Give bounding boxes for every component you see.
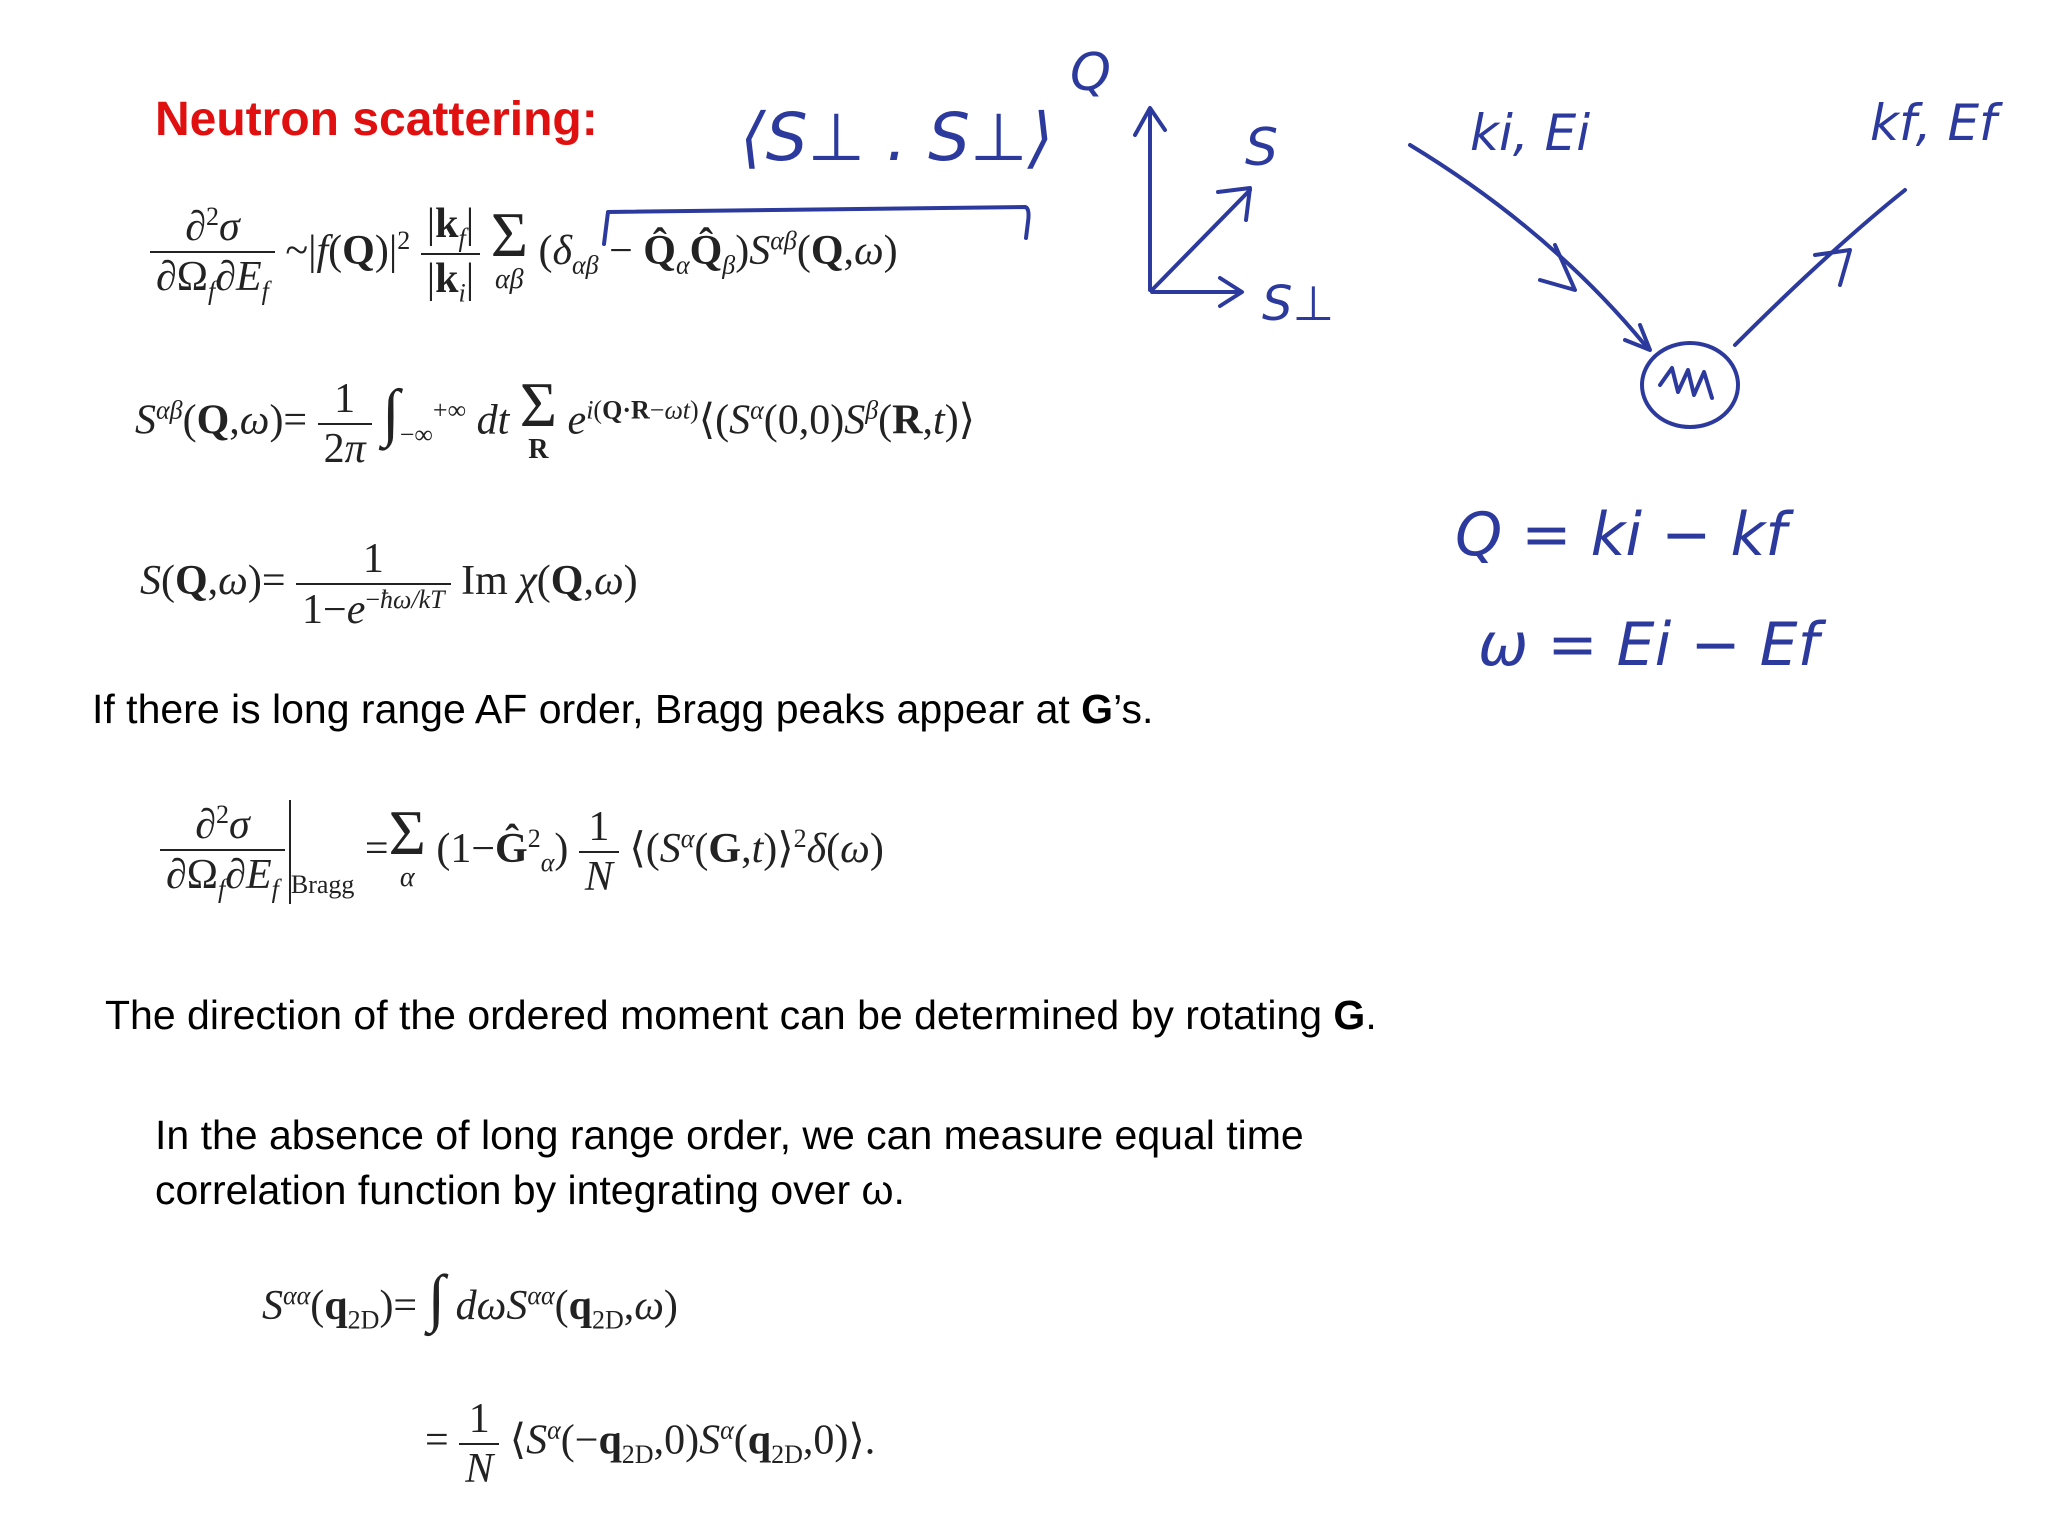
equal-time-equation-1: $S^{\alpha\alpha}(q_{2D})=$ ∫ $d\omega S^{\alpha\alpha}(q_{2D},\omega)$ [262,1262,678,1335]
incident-label: ki, Ei [1470,104,1591,162]
equal-time-paragraph [155,1108,1304,1218]
scattered-arrowhead [1815,250,1850,285]
s-arrowhead [1218,188,1250,220]
bragg-peaks-paragraph [92,682,1153,737]
structure-factor-equation: $S^{\alpha\beta}(Q,\omega)=$ $\frac{1}{2\pi}$ $\int_{-\infty}^{+\infty}$ dt Σ R $e^{i(Q\cdot R-\omega t)}⟨(S^\alpha(0,0)S^\beta(R,t)⟩$ [135,369,976,472]
text-span: ’s. [1113,686,1154,732]
spin-product-annotation: ⟨S⊥ . S⊥⟩ [740,99,1054,176]
fluctuation-dissipation-equation: S(Q,ω)= $\frac{1}{1-e^{-ħ\omega/kT}}$ Im χ(Q,ω) [140,536,638,633]
s-perp-arrowhead [1220,278,1242,306]
s-perp-vector-label: S⊥ [1262,276,1335,332]
paragraph-line-2: correlation function by integrating over ω. [155,1167,905,1213]
q-arrowhead [1135,108,1165,135]
bold-symbol: G [1081,686,1114,732]
text-span: . [1365,992,1377,1038]
scattered-label: kf, Ef [1870,94,1997,152]
scattered-beam-arrow [1735,190,1905,345]
cross-section-equation: $\frac{\partial^2\sigma}{\partial\Omega_f\partial E_f}$ $\sim|f(Q)|^2$ $\frac{|k_f|}{|k_i|}$ Σ αβ ($\delta_{\alpha\beta}$ − $Q̂_\alpha Q̂_\beta)S^{\alpha\beta}(Q,\omega)$ [150,200,898,309]
text-span: The direction of the ordered moment can be determined by rotating [105,992,1334,1038]
incident-beam-arrow [1410,145,1645,345]
bold-symbol: G [1333,992,1366,1038]
paragraph-line-1: In the absence of long range order, we can measure equal time [155,1112,1304,1158]
energy-transfer-relation: ω = Ei − Ef [1478,610,1819,680]
incident-tip [1625,325,1650,350]
q-vector-label: Q [1070,43,1111,103]
sample-scribble [1660,368,1712,398]
sample-blob [1642,343,1738,427]
text-span: If there is long range AF order, Bragg peaks appear at [92,686,1082,732]
momentum-transfer-relation: Q = ki − kf [1455,500,1787,570]
slide-title: Neutron scattering: [155,93,598,146]
s-vector-label: S [1245,118,1279,178]
rotating-g-paragraph [105,988,1377,1043]
s-vector-arrow [1152,190,1250,290]
incident-arrowhead [1540,245,1575,290]
equal-time-equation-2: = $\frac{1}{N}$ $⟨S^\alpha(-q_{2D},0)S^\alpha(q_{2D},0)⟩$. [425,1396,876,1492]
bragg-equation: $\frac{\partial^2\sigma}{\partial\Omega_f\partial E_f}$ $_{Bragg}$ =Σ α $(1-Ĝ^2_\alpha)$ $\frac{1}{N}$ $⟨(S^\alpha(G,t)⟩^2\delta(\omega)$ [160,800,884,904]
